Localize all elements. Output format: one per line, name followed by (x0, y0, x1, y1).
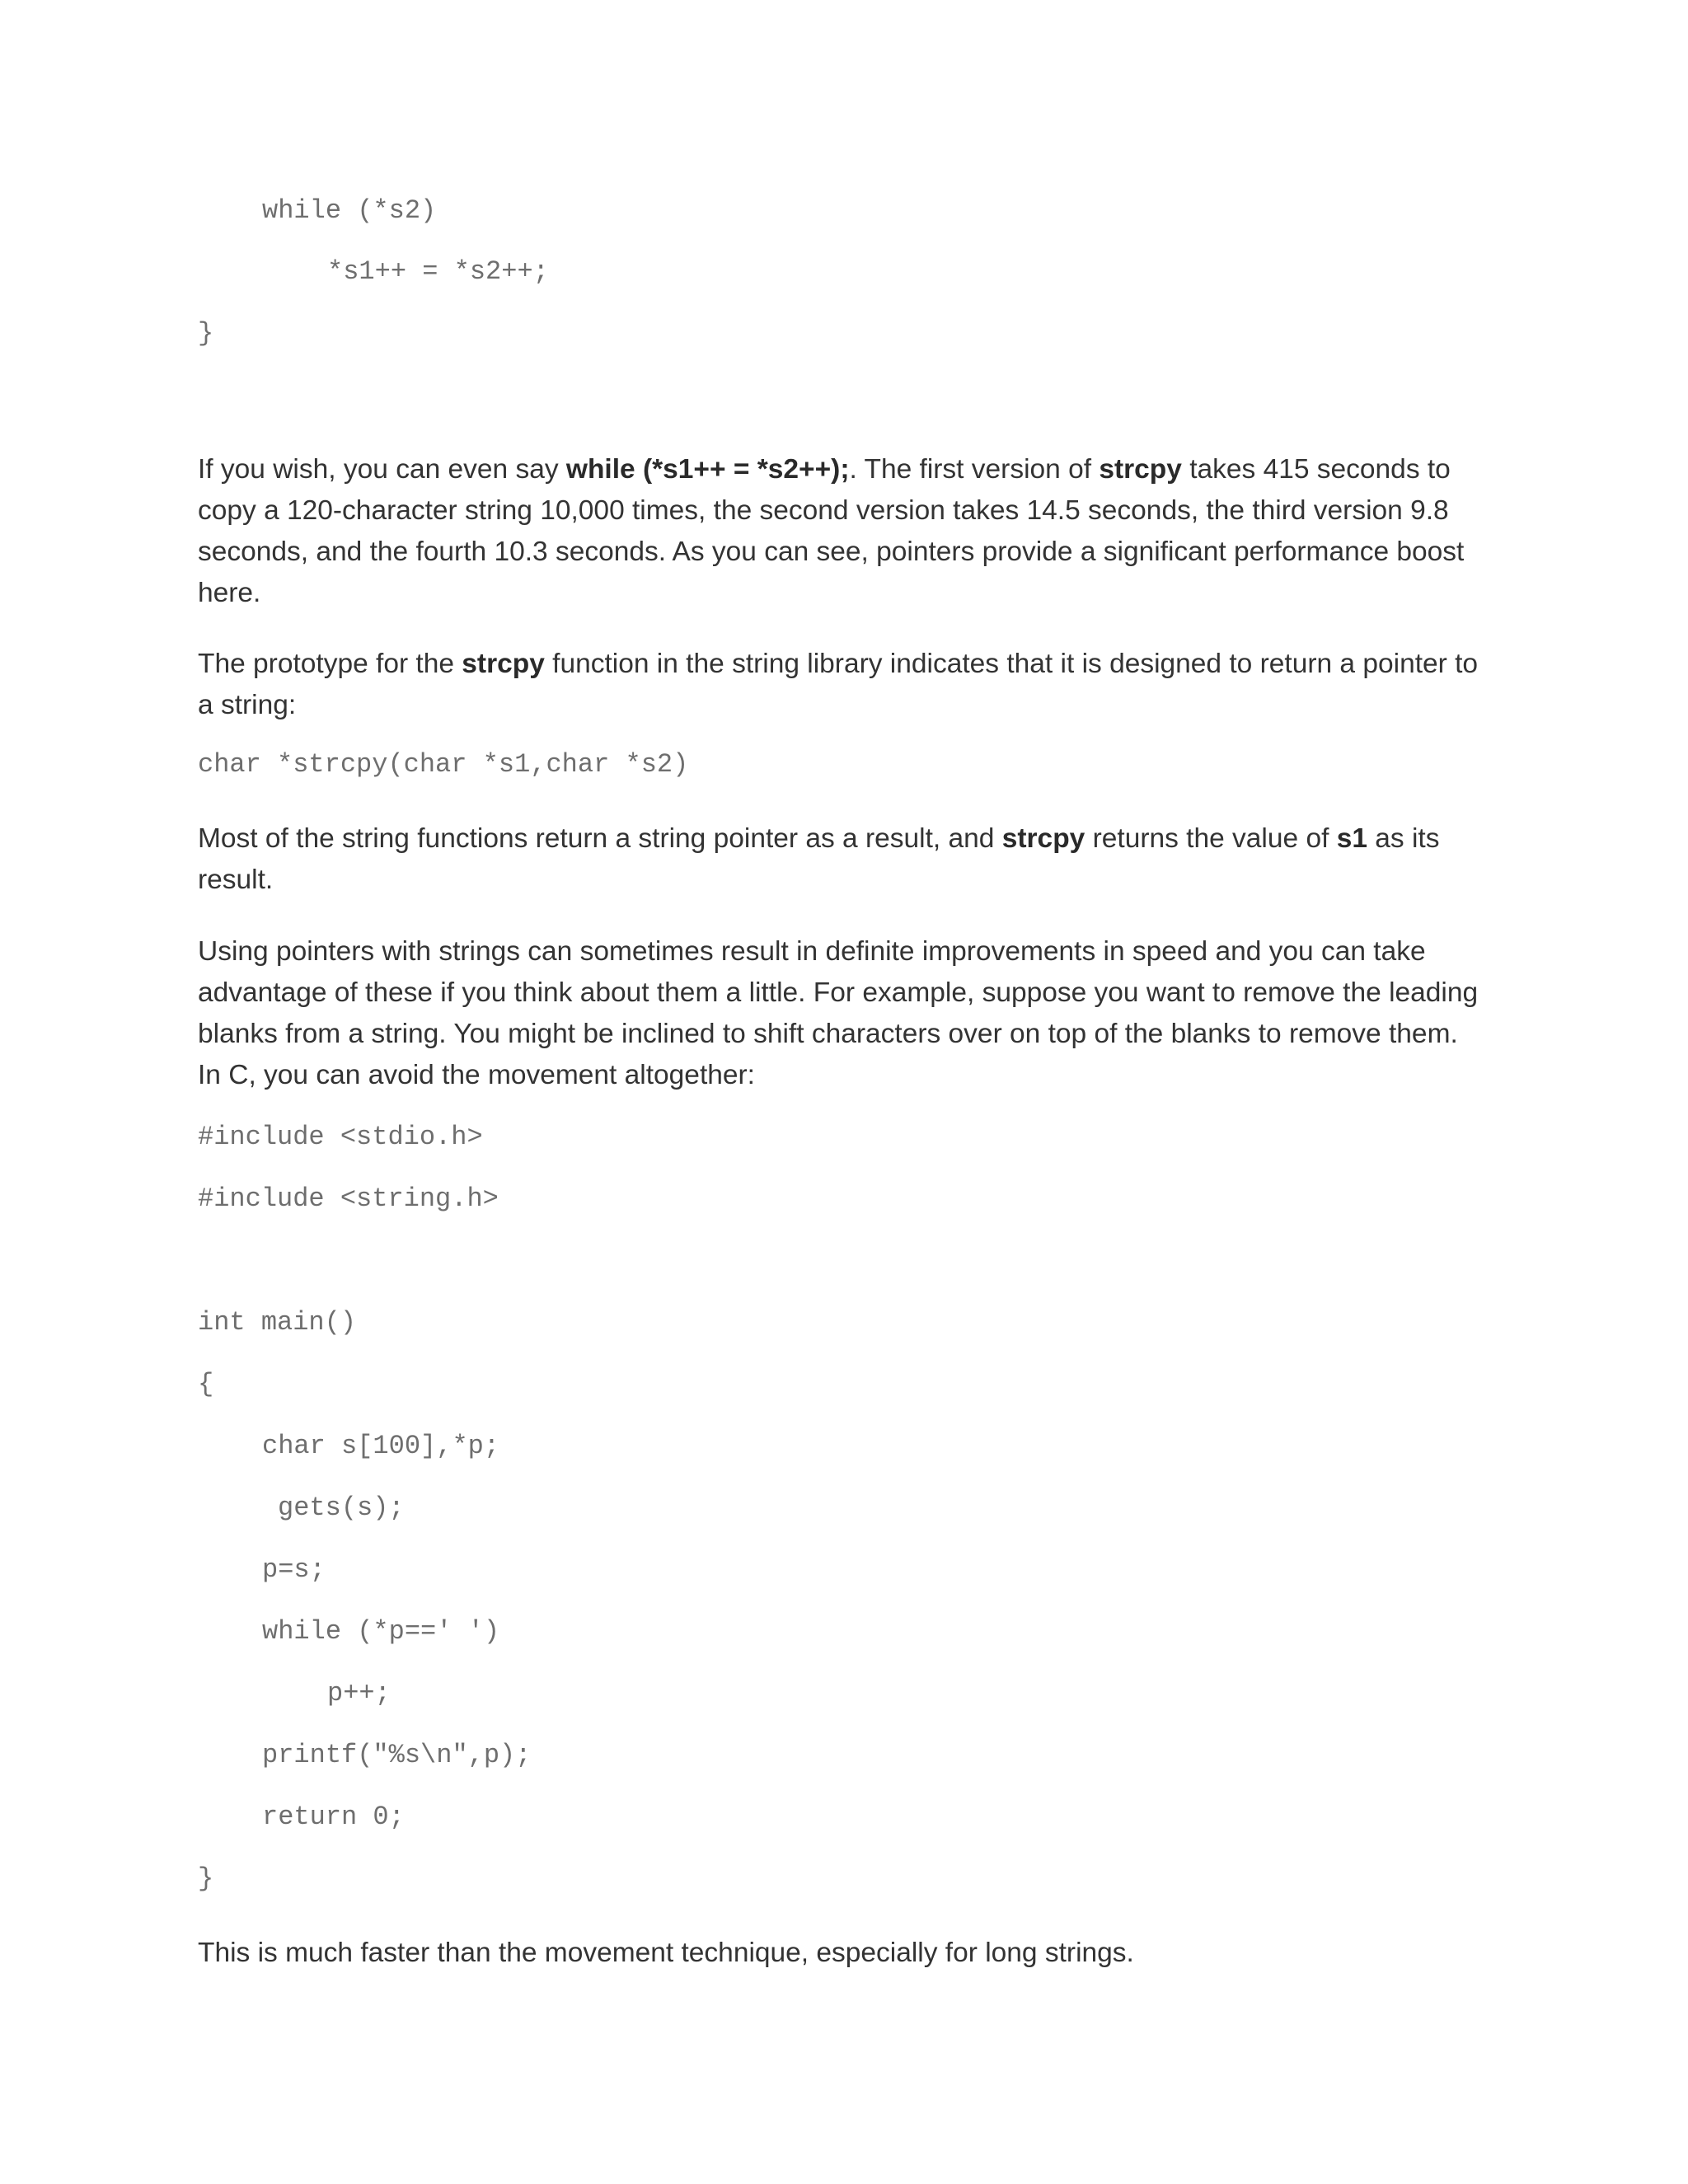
code-include-stdio: #include <stdio.h> (198, 1122, 483, 1152)
paragraph-leading-blanks: Using pointers with strings can sometimes result in definite improvements in speed and you can take advantage of these if you think about them a little. For example, suppose you want to remove the leading blanks from a string. You might be inclined to shift characters over on top of the blanks to remove them. In C, you can avoid the movement altogether: (198, 936, 1479, 1090)
para1-bold-strcpy: strcpy (1099, 454, 1182, 485)
para3-bold-strcpy: strcpy (1001, 823, 1085, 854)
paragraph-string-functions (198, 818, 1484, 901)
code-declaration: char s[100],*p; (262, 1431, 500, 1461)
paragraph-prototype (198, 644, 1484, 726)
para2-bold-strcpy: strcpy (462, 649, 545, 679)
code-strcpy-prototype: char *strcpy(char *s1,char *s2) (198, 749, 689, 780)
code-include-string: #include <string.h> (198, 1183, 499, 1214)
code-return: return 0; (262, 1802, 405, 1832)
code-increment-pointer: p++; (327, 1678, 391, 1708)
code-open-brace: { (198, 1369, 214, 1399)
code-int-main: int main() (198, 1307, 357, 1338)
paragraph-conclusion: This is much faster than the movement technique, especially for long strings. (198, 1938, 1134, 1968)
para2-text-1: The prototype for the (198, 649, 462, 679)
code-while-blank: while (*p==' ') (262, 1616, 500, 1647)
code-line-while-s2: while (*s2) (262, 195, 437, 226)
code-gets: gets(s); (278, 1493, 405, 1523)
para3-text-1: Most of the string functions return a string pointer as a result, and (198, 823, 1002, 854)
para2-text-2: function in the string library indicates that it is designed to return a pointer to a string: (198, 649, 1479, 720)
para1-text-3: takes 415 seconds to copy a 120-character string 10,000 times, the second version takes 14.5 seconds, the third version 9.8 seconds, and the fourth 10.3 seconds. As you can see, pointers provide a significant performance boost here. (198, 454, 1465, 608)
para1-bold-while: while (*s1++ = *s2++); (565, 454, 850, 485)
code-close-brace: } (198, 1863, 214, 1894)
para1-text-1: If you wish, you can even say (198, 454, 566, 485)
code-line-copy-char: *s1++ = *s2++; (327, 256, 549, 287)
para3-bold-s1: s1 (1336, 823, 1367, 854)
code-printf: printf("%s\n",p); (262, 1740, 532, 1770)
code-assign-pointer: p=s; (262, 1554, 326, 1585)
paragraph-timing-results (198, 449, 1484, 614)
para3-text-3: as its result. (198, 823, 1440, 895)
code-line-close-brace: } (198, 318, 214, 349)
para3-text-2: returns the value of (1085, 823, 1337, 854)
para1-text-2: . The first version of (849, 454, 1100, 485)
